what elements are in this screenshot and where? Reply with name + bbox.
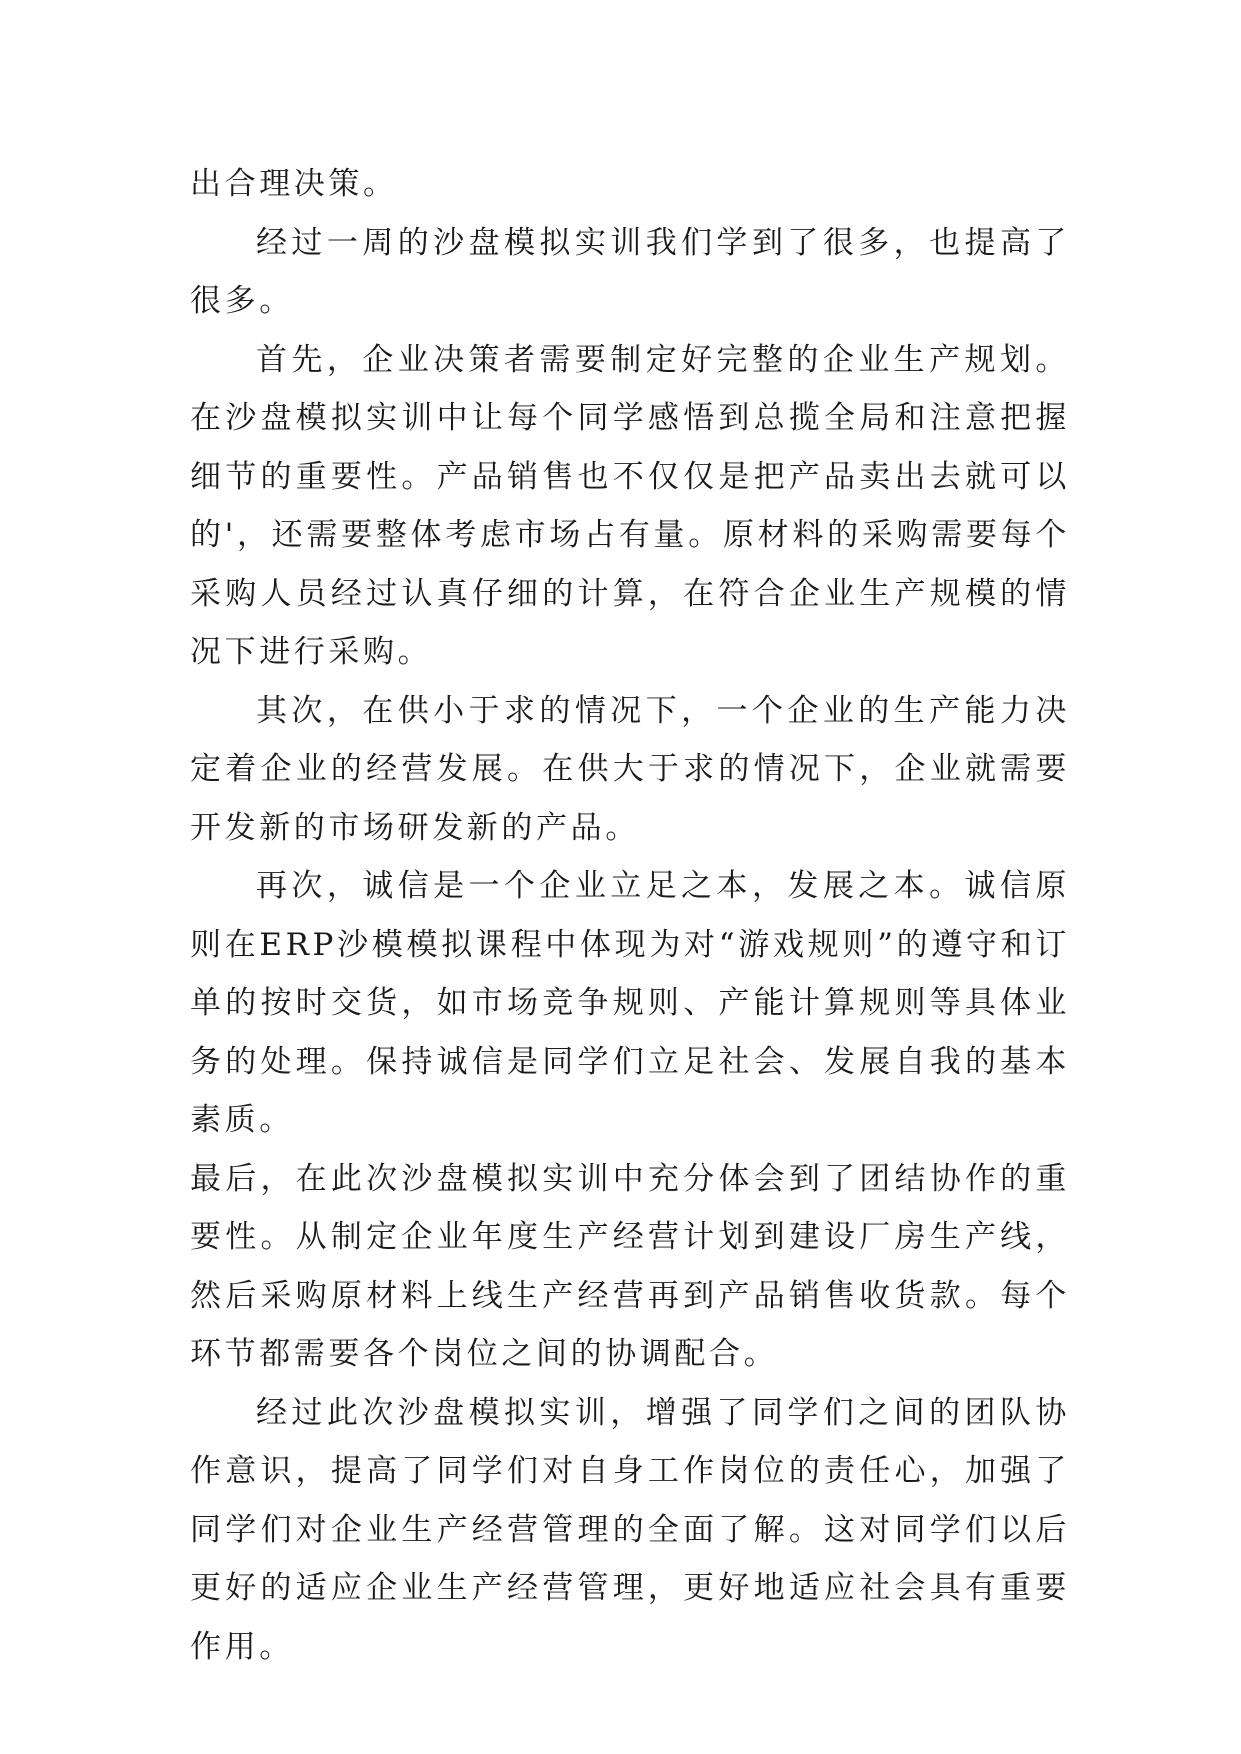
document-body: [190, 155, 1070, 1676]
paragraph-7: 经过此次沙盘模拟实训，增强了同学们之间的团队协作意识，提高了同学们对自身工作岗位的责任心，加强了同学们对企业生产经营管理的全面了解。这对同学们以后更好的适应企业生产经营管理，更好地适应社会具有重要作用。: [190, 1394, 1070, 1665]
paragraph-1: 出合理决策。: [190, 166, 398, 202]
paragraph-5: 再次，诚信是一个企业立足之本，发展之本。诚信原则在ERP沙模模拟课程中体现为对“游戏规则”的遵守和订单的按时交货，如市场竞争规则、产能计算规则等具体业务的处理。保持诚信是同学们立足社会、发展自我的基本素质。: [190, 868, 1070, 1138]
paragraph-6: 最后，在此次沙盘模拟实训中充分体会到了团结协作的重要性。从制定企业年度生产经营计划到建设厂房生产线，然后采购原材料上线生产经营再到产品销售收货款。每个环节都需要各个岗位之间的协调配合。: [190, 1160, 1070, 1372]
paragraph-3: 首先，企业决策者需要制定好完整的企业生产规划。在沙盘模拟实训中让每个同学感悟到总揽全局和注意把握细节的重要性。产品销售也不仅仅是把产品卖出去就可以的'，还需要整体考虑市场占有量。原材料的采购需要每个采购人员经过认真仔细的计算，在符合企业生产规模的情况下进行采购。: [190, 341, 1070, 670]
paragraph-4: 其次，在供小于求的情况下，一个企业的生产能力决定着企业的经营发展。在供大于求的情况下，企业就需要开发新的市场研发新的产品。: [190, 692, 1070, 846]
paragraph-2: 经过一周的沙盘模拟实训我们学到了很多，也提高了很多。: [190, 224, 1070, 319]
